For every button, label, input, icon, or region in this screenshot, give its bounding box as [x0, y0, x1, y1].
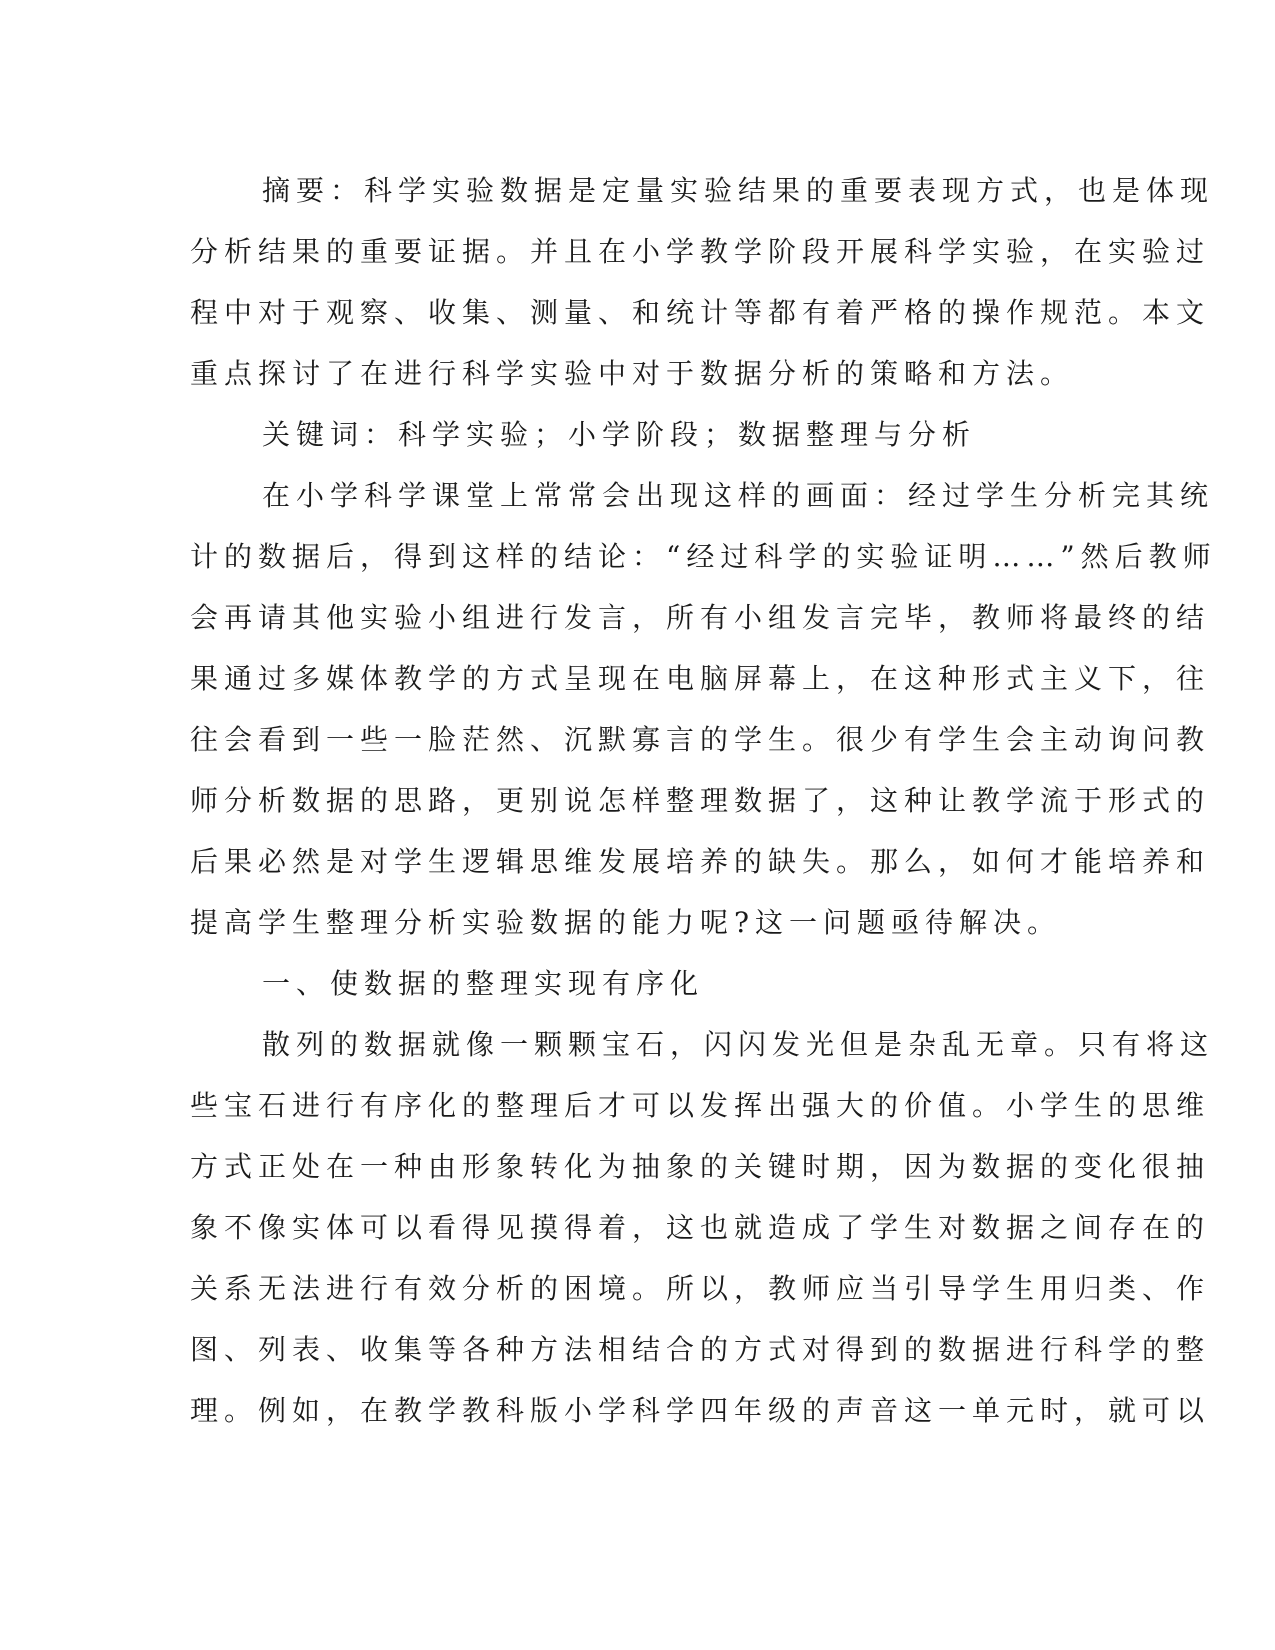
abstract-paragraph	[190, 160, 1215, 404]
section-1-line: 图、列表、收集等各种方法相结合的方式对得到的数据进行科学的整	[190, 1333, 1211, 1366]
section-1-line: 关系无法进行有效分析的困境。所以，教师应当引导学生用归类、作	[190, 1272, 1211, 1305]
intro-paragraph	[190, 465, 1217, 953]
abstract-line: 重点探讨了在进行科学实验中对于数据分析的策略和方法。	[190, 357, 1075, 390]
abstract-line: 摘要：科学实验数据是定量实验结果的重要表现方式，也是体现	[262, 174, 1215, 207]
keywords-paragraph	[190, 404, 1090, 465]
intro-line: 计的数据后，得到这样的结论：“经过科学的实验证明……”然后教师	[190, 540, 1217, 573]
intro-line: 后果必然是对学生逻辑思维发展培养的缺失。那么，如何才能培养和	[190, 845, 1211, 878]
section-1-line: 些宝石进行有序化的整理后才可以发挥出强大的价值。小学生的思维	[190, 1089, 1211, 1122]
section-1-line: 散列的数据就像一颗颗宝石，闪闪发光但是杂乱无章。只有将这	[262, 1028, 1215, 1061]
intro-line: 会再请其他实验小组进行发言，所有小组发言完毕，教师将最终的结	[190, 601, 1211, 634]
section-1-line: 方式正处在一种由形象转化为抽象的关键时期，因为数据的变化很抽	[190, 1150, 1211, 1183]
intro-line: 提高学生整理分析实验数据的能力呢?这一问题亟待解决。	[190, 906, 1062, 939]
intro-line: 果通过多媒体教学的方式呈现在电脑屏幕上，在这种形式主义下，往	[190, 662, 1211, 695]
keywords-line: 关键词：科学实验；小学阶段；数据整理与分析	[262, 418, 977, 451]
abstract-line: 分析结果的重要证据。并且在小学教学阶段开展科学实验，在实验过	[190, 235, 1211, 268]
intro-line: 在小学科学课堂上常常会出现这样的画面：经过学生分析完其统	[262, 479, 1215, 512]
intro-line: 师分析数据的思路，更别说怎样整理数据了，这种让教学流于形式的	[190, 784, 1211, 817]
section-heading	[190, 953, 1090, 1014]
section-1-line: 理。例如，在教学教科版小学科学四年级的声音这一单元时，就可以	[190, 1394, 1211, 1427]
section-1-paragraph	[190, 1014, 1215, 1441]
intro-line: 往会看到一些一脸茫然、沉默寡言的学生。很少有学生会主动询问教	[190, 723, 1211, 756]
abstract-line: 程中对于观察、收集、测量、和统计等都有着严格的操作规范。本文	[190, 296, 1211, 329]
section-heading-text: 一、使数据的整理实现有序化	[262, 967, 705, 1000]
document-body	[190, 160, 1217, 1441]
section-1-line: 象不像实体可以看得见摸得着，这也就造成了学生对数据之间存在的	[190, 1211, 1211, 1244]
